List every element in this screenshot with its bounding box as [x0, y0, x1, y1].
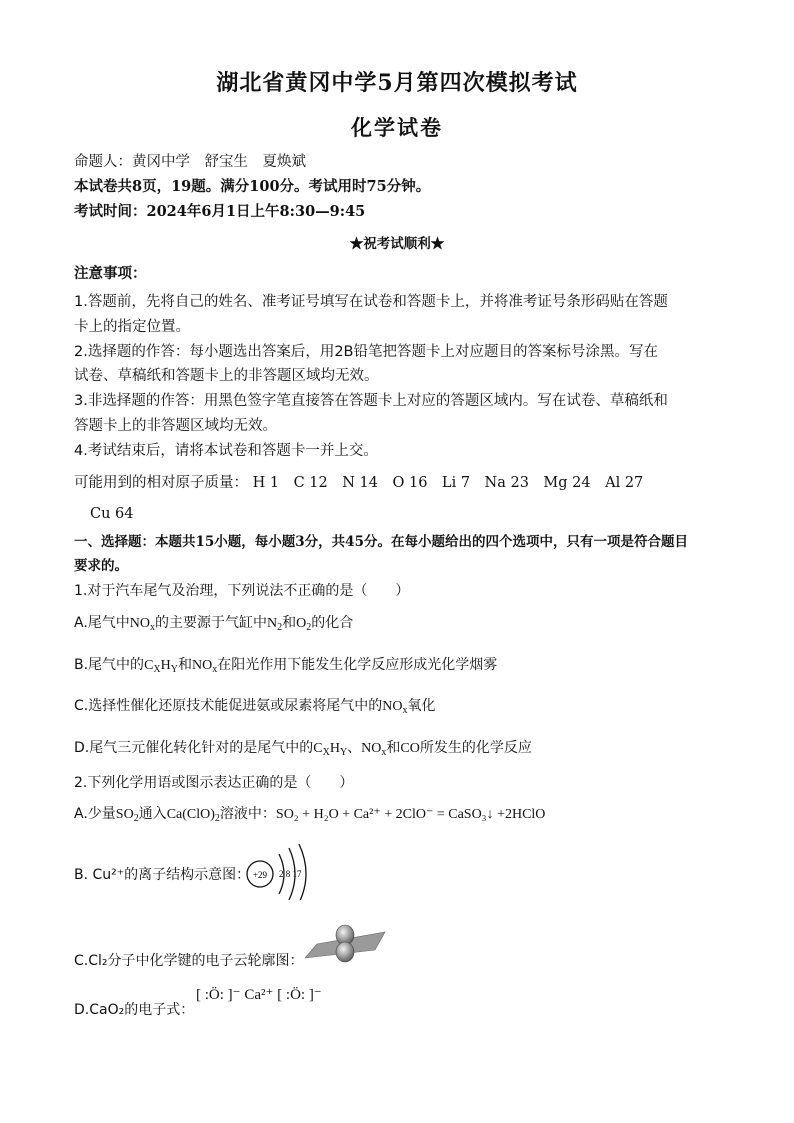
section1-heading-2: 要求的。	[74, 558, 128, 574]
q1-option-d	[74, 737, 532, 758]
q1-option-a	[74, 612, 353, 633]
shell-electrons: 2 8 17	[279, 869, 302, 879]
q1-a-text-2: 的主要源于气缸中	[155, 615, 268, 631]
formula-nox: $NO_x$	[361, 741, 387, 758]
q1-option-b	[74, 654, 497, 675]
author-line: 命题人：黄冈中学 舒宝生 夏焕斌	[74, 154, 306, 170]
atomic-mass-values: H 1 C 12 N 14 O 16 Li 7 Na 23 Mg 24 Al 27	[252, 475, 644, 491]
q2-a-text-1: A.少量	[74, 806, 116, 822]
q1-a-text-3: 和	[282, 615, 297, 631]
formula-cxhy: $C_XH_Y$	[144, 658, 178, 675]
exam-info: 本试卷共8页，19题。满分100分。考试用时75分钟。	[74, 178, 431, 195]
q1-a-text-1: A.尾气中	[74, 615, 130, 631]
note-1b: 卡上的指定位置。	[74, 319, 190, 335]
q1-stem: 1.对于汽车尾气及治理，下列说法不正确的是（ ）	[74, 583, 410, 599]
q2-a-text-2: 通入	[138, 806, 167, 822]
cu-ion-structure-diagram	[243, 840, 323, 900]
q1-a-text-4: 的化合	[311, 615, 354, 631]
formula-co: CO	[400, 741, 420, 756]
lower-lobe	[336, 942, 354, 962]
formula-ca-clo2: $Ca(ClO)_2$	[166, 807, 220, 824]
good-luck-banner: ★祝考试顺利★	[349, 236, 445, 252]
q2-option-d: D.CaO₂的电子式：	[74, 1002, 195, 1018]
atomic-mass-label: 可能用到的相对原子质量：	[74, 475, 248, 491]
atomic-mass-values-2: Cu 64	[90, 506, 134, 522]
q1-d-text-4: 所发生的化学反应	[419, 740, 532, 756]
formula-nox: $NO_x$	[382, 699, 408, 716]
cl2-electron-cloud-diagram	[305, 922, 390, 964]
q2-option-a	[74, 803, 545, 824]
note-1a: 1.答题前，先将自己的姓名、准考证号填写在试卷和答题卡上，并将准考证号条形码贴在答题	[74, 294, 668, 310]
note-3b: 答题卡上的非答题区域均无效。	[74, 418, 277, 434]
formula-n2: $N_2$	[267, 616, 283, 633]
q1-b-text-2: 和	[178, 657, 192, 673]
note-3a: 3.非选择题的作答：用黑色签字笔直接答在答题卡上对应的答题区域内。写在试卷、草稿纸和	[74, 393, 668, 409]
formula-o2: $O_2$	[296, 616, 312, 633]
q2-a-text-3: 溶液中：	[219, 806, 276, 822]
q1-b-text-3: 在阳光作用下能发生化学反应形成光化学烟雾	[217, 657, 498, 673]
q1-d-text-1: D.尾气三元催化转化针对的是尾气中的	[74, 740, 314, 756]
q2-a-equation: SO₂ + H₂O + Ca²⁺ + 2ClO⁻ = CaSO₃↓ +2HClO	[275, 807, 546, 822]
cao2-electron-formula: [ :Ö: ]⁻ Ca²⁺ [ :Ö: ]⁻	[196, 987, 322, 1003]
exam-title: 湖北省黄冈中学5月第四次模拟考试	[216, 70, 578, 96]
atomic-mass-line	[74, 471, 643, 492]
exam-time: 考试时间：2024年6月1日上午8:30—9:45	[74, 203, 366, 220]
note-4: 4.考试结束后，请将本试卷和答题卡一并上交。	[74, 443, 378, 459]
q1-option-c	[74, 695, 435, 716]
note-2b: 试卷、草稿纸和答题卡上的非答题区域均无效。	[74, 368, 379, 384]
section1-heading: 一、选择题：本题共15小题，每小题3分，共45分。在每小题给出的四个选项中，只有一项是符合题目	[74, 534, 688, 550]
q2-stem: 2.下列化学用语或图示表达正确的是（ ）	[74, 775, 354, 791]
nucleus-charge: +29	[252, 870, 268, 880]
notes-heading: 注意事项：	[74, 265, 147, 282]
q2-option-b: B. Cu²⁺的离子结构示意图：	[74, 867, 251, 883]
q1-c-text-1: C.选择性催化还原技术能促进氨或尿素将尾气中的	[74, 698, 383, 714]
q1-c-text-2: 氧化	[407, 698, 436, 714]
q1-b-text-1: B.尾气中的	[74, 657, 145, 673]
q1-d-text-2: 、	[347, 740, 362, 756]
formula-nox: $NO_x$	[192, 658, 218, 675]
formula-so2: $SO_2$	[115, 807, 139, 824]
q2-option-c: C.Cl₂分子中化学键的电子云轮廓图：	[74, 953, 304, 969]
q1-d-text-3: 和	[386, 740, 401, 756]
formula-nox: $NO_x$	[129, 616, 156, 633]
note-2a: 2.选择题的作答：每小题选出答案后，用2B铅笔把答题卡上对应题目的答案标号涂黑。写在	[74, 344, 659, 360]
exam-subtitle: 化学试卷	[351, 115, 443, 140]
formula-cxhy: $C_XH_Y$	[313, 741, 348, 758]
